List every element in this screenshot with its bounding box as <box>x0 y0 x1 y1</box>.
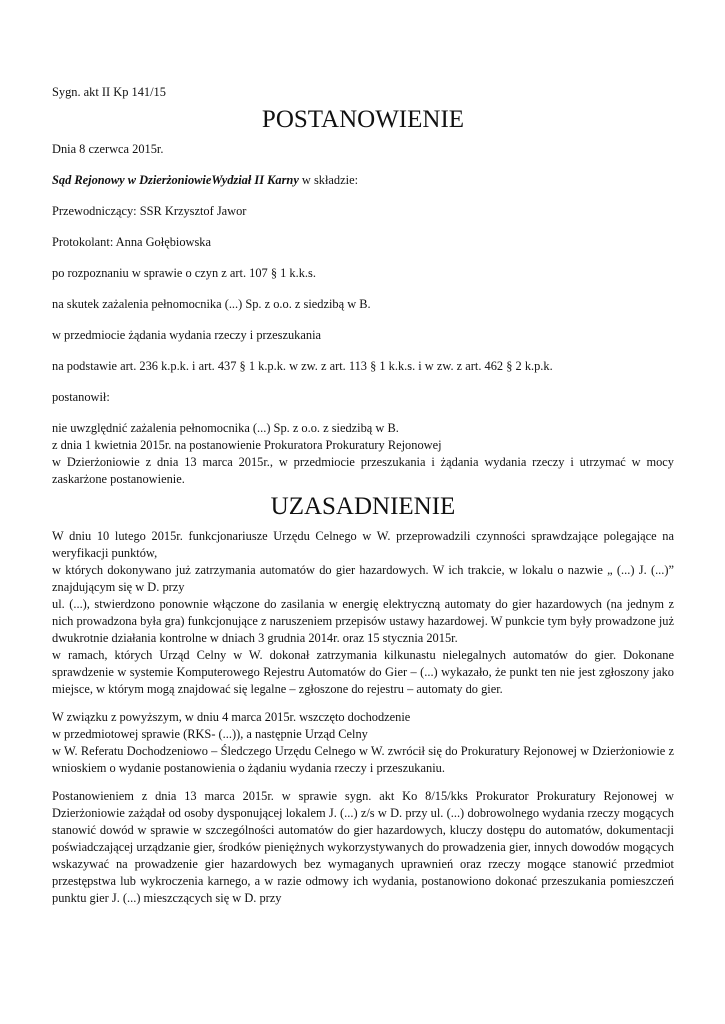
case-line: po rozpoznaniu w sprawie o czyn z art. 107 § 1 k.k.s. <box>52 266 316 280</box>
document-title: POSTANOWIENIE <box>261 106 465 133</box>
decided-line: postanowił: <box>52 390 110 404</box>
court-name: Sąd Rejonowy w DzierżoniowieWydział II Karny <box>52 173 299 187</box>
justification-title: UZASADNIENIE <box>270 493 456 520</box>
ruling-line-1: nie uwzględnić zażalenia pełnomocnika (...) Sp. z o.o. z siedzibą w B. <box>52 421 399 435</box>
case-signature: Sygn. akt II Kp 141/15 <box>52 85 166 99</box>
document-page <box>52 84 674 907</box>
paragraph-2c: w W. Referatu Dochodzeniowo – Śledczego Urzędu Celnego w W. zwrócił się do Prokuratury Rejonowej w Dzierżoniowie z wnioskiem o wydanie postanowienia o żądaniu wydania rzeczy i przeszukaniu. <box>52 744 674 775</box>
date-line: Dnia 8 czerwca 2015r. <box>52 142 164 156</box>
paragraph-3: Postanowieniem z dnia 13 marca 2015r. w sprawie sygn. akt Ko 8/15/kks Prokurator Prokuratury Rejonowej w Dzierżoniowie zażądał od osoby dysponującej lokalem J. (...) z/s w D. przy ul. (...) dobrowolnego wydania rzeczy mogących stanowić dowód w sprawie w szczególności automatów do gier hazardowych, kluczy dostępu do automatów, dokumentacji poświadczającej urządzanie gier, środków pieniężnych wykorzystywanych do prowadzenia gier, innych dowodów mogących wskazywać na prowadzenie gier hazardowych bez wymaganych uprawnień oraz rzeczy mogące stanowić przedmiot przestępstwa lub wykroczenia karnego, a w razie odmowy ich wydania, postanowiono dokonać przeszukania pomieszczeń punktu gier J. (...) mieszczących się w D. przy <box>52 789 674 905</box>
clerk-line: Protokolant: Anna Gołębiowska <box>52 235 211 249</box>
ruling-line-3: w Dzierżoniowie z dnia 13 marca 2015r., w przedmiocie przeszukania i żądania wydania rzeczy i utrzymać w mocy zaskarżone postanowienie. <box>52 455 674 486</box>
court-suffix: w składzie: <box>298 173 359 187</box>
paragraph-1c: ul. (...), stwierdzono ponownie włączone do zasilania w energię elektryczną automaty do gier hazardowych (na jednym z nich prowadzona była gra) funkcjonujące z naruszeniem przepisów ustawy hazardowej. W punkcie tym były prowadzone już dwukrotnie działania kontrolne w dniach 3 grudnia 2014r. oraz 15 stycznia 2015r. <box>52 597 674 645</box>
chair-line: Przewodniczący: SSR Krzysztof Jawor <box>52 204 247 218</box>
legal-basis-line: na podstawie art. 236 k.p.k. i art. 437 § 1 k.p.k. w zw. z art. 113 § 1 k.k.s. i w zw. z art. 462 § 2 k.p.k. <box>52 359 553 373</box>
paragraph-2a: W związku z powyższym, w dniu 4 marca 2015r. wszczęto dochodzenie <box>52 710 411 724</box>
subject-line: w przedmiocie żądania wydania rzeczy i przeszukania <box>52 328 322 342</box>
paragraph-1a: W dniu 10 lutego 2015r. funkcjonariusze Urzędu Celnego w W. przeprowadzili czynności sprawdzające polegające na weryfikacji punktów, <box>52 529 674 560</box>
paragraph-1b: w których dokonywano już zatrzymania automatów do gier hazardowych. W ich trakcie, w lokalu o nazwie „ (...) J. (...)” znajdującym się w D. przy <box>52 563 674 594</box>
appeal-line: na skutek zażalenia pełnomocnika (...) Sp. z o.o. z siedzibą w B. <box>52 297 371 311</box>
ruling-line-2: z dnia 1 kwietnia 2015r. na postanowienie Prokuratora Prokuratury Rejonowej <box>52 438 442 452</box>
paragraph-2b: w przedmiotowej sprawie (RKS- (...)), a następnie Urząd Celny <box>52 727 368 741</box>
court-line <box>52 172 674 189</box>
paragraph-1d: w ramach, których Urząd Celny w W. dokonał zatrzymania kilkunastu nielegalnych automatów do gier. Dokonane sprawdzenie w systemie Komputerowego Rejestru Automatów do Gier – (...) wykazało, że punkt ten nie jest zgłoszony jako miejsce, w którym mogą znajdować się legalne – zgłoszone do rejestru – automaty do gier. <box>52 648 674 696</box>
